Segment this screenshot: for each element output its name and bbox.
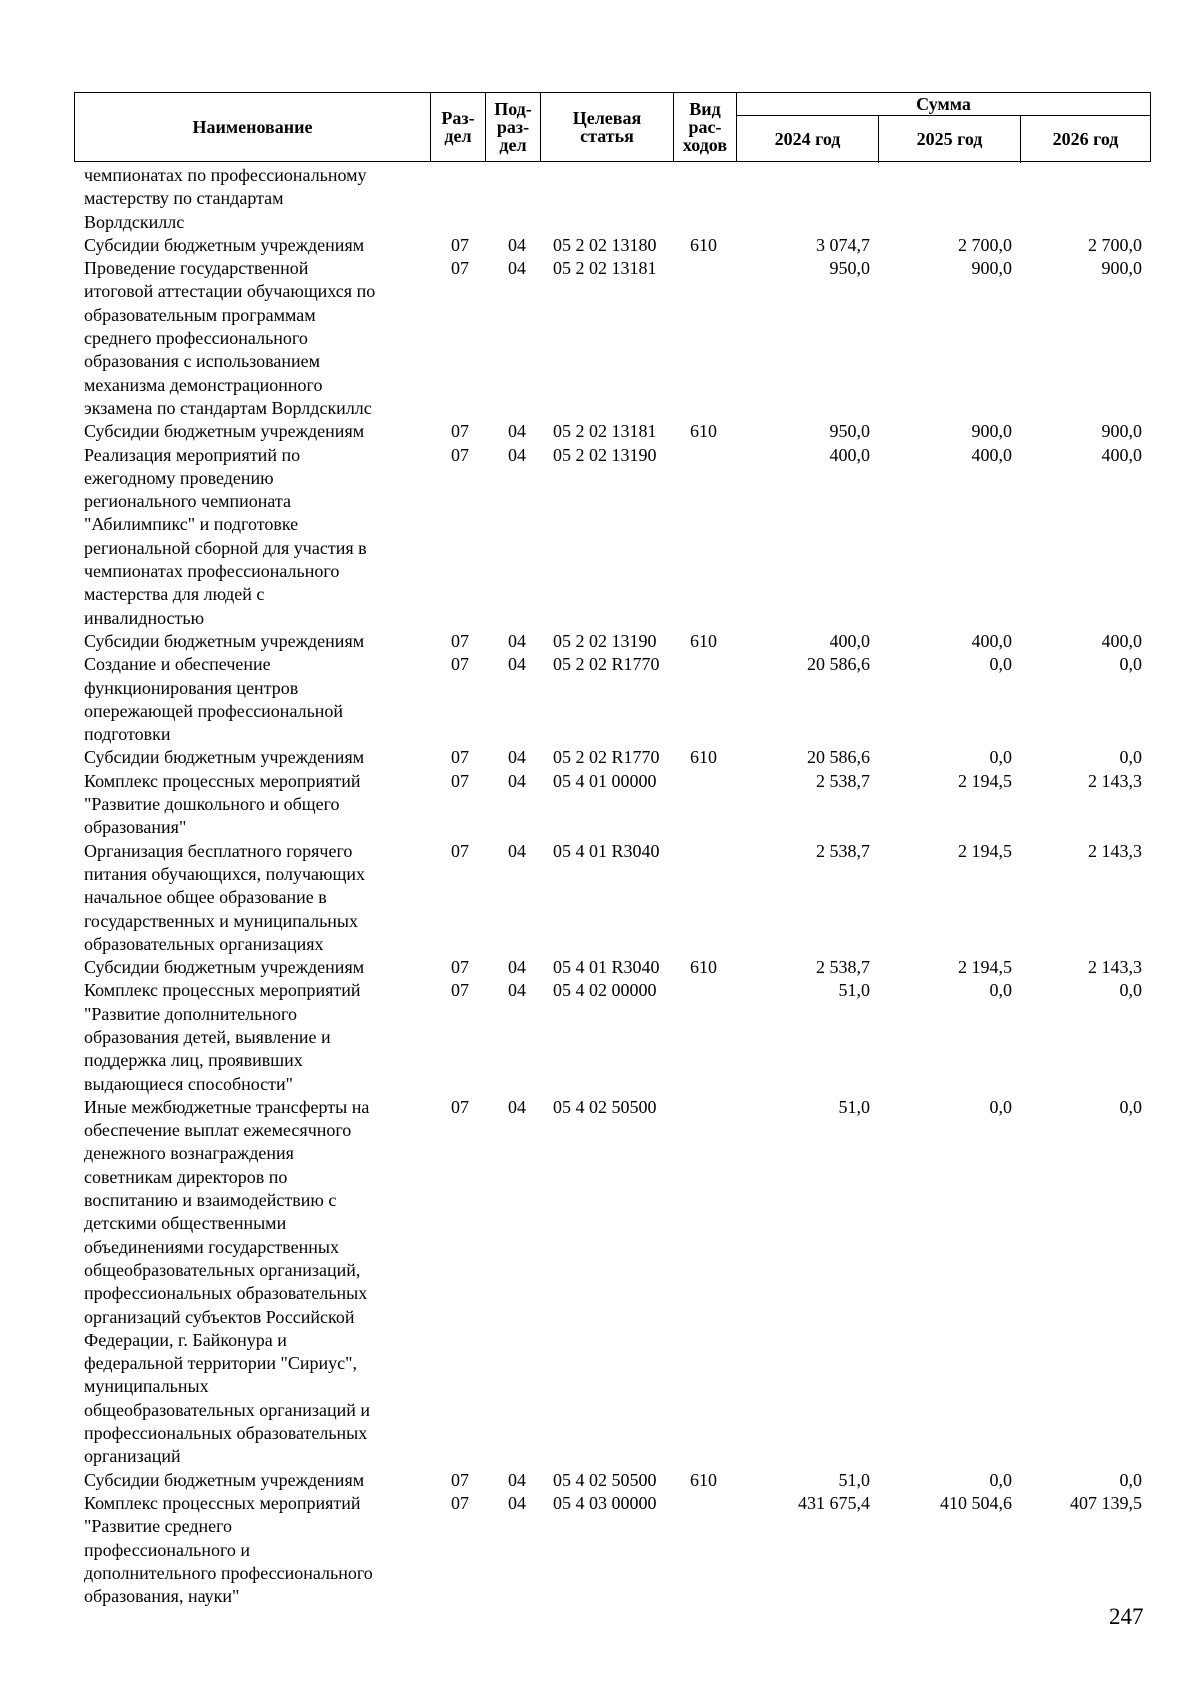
row-name-line: Субсидии бюджетным учреждениям [84,421,365,442]
row-name-line: механизма демонстрационного [84,374,323,395]
row-name [84,630,424,653]
row-name-line: Организация бесплатного горячего [84,840,353,861]
row-name-line: Субсидии бюджетным учреждениям [84,747,365,768]
row-name-line: подготовки [84,724,171,745]
row-sum-2024: 20 586,6 [807,747,870,768]
row-sum-2025: 0,0 [989,1469,1012,1490]
row-podrazdel: 04 [508,1492,526,1513]
table-row [0,956,1200,979]
row-vid: 610 [690,747,717,768]
table-row [0,164,1200,234]
row-sum-2025: 0,0 [989,980,1012,1001]
row-name [84,746,424,769]
header-statya: Целевая статья [541,93,674,161]
header-summa-label: Сумма [737,93,1150,116]
row-sum-2025: 0,0 [989,747,1012,768]
row-statya: 05 4 02 50500 [553,1469,657,1490]
row-sum-2024: 2 538,7 [816,840,870,861]
row-name-line: организаций субъектов Российской [84,1306,355,1327]
row-name-line: "Развитие дошкольного и общего [84,794,340,815]
row-name-line: денежного вознаграждения [84,1143,294,1164]
row-vid: 610 [690,421,717,442]
row-name-line: обеспечение выплат ежемесячного [84,1120,352,1141]
row-statya: 05 4 03 00000 [553,1492,657,1513]
row-name [84,420,424,443]
row-razdel: 07 [451,840,469,861]
row-name-line: профессионального и [84,1539,251,1560]
table-row [0,770,1200,840]
table-body [0,164,1200,1608]
row-name-line: опережающей профессиональной [84,700,344,721]
row-sum-2025: 900,0 [971,421,1012,442]
row-name-line: Федерации, г. Байконура и [84,1329,287,1350]
row-name-line: образования" [84,817,187,838]
table-header [74,92,1151,162]
row-sum-2024: 2 538,7 [816,957,870,978]
row-sum-2025: 2 194,5 [958,770,1012,791]
row-name [84,840,424,956]
row-name-line: федеральной территории "Сириус", [84,1353,358,1374]
row-sum-2025: 400,0 [971,630,1012,651]
row-sum-2026: 0,0 [1119,654,1142,675]
row-name-line: образования, науки" [84,1586,240,1607]
row-name-line: Субсидии бюджетным учреждениям [84,957,365,978]
row-statya: 05 2 02 13180 [553,234,657,255]
row-podrazdel: 04 [508,654,526,675]
row-name-line: советникам директоров по [84,1166,288,1187]
table-row [0,1492,1200,1608]
table-row [0,420,1200,443]
row-sum-2025: 0,0 [989,654,1012,675]
row-name-line: образования с использованием [84,351,321,372]
row-sum-2024: 400,0 [829,630,870,651]
row-name [84,1469,424,1492]
row-statya: 05 4 01 R3040 [553,840,660,861]
row-sum-2025: 900,0 [971,258,1012,279]
row-podrazdel: 04 [508,444,526,465]
table-row [0,840,1200,956]
row-name-line: организаций [84,1446,181,1467]
row-vid: 610 [690,1469,717,1490]
row-sum-2025: 2 700,0 [958,234,1012,255]
row-razdel: 07 [451,1469,469,1490]
row-statya: 05 4 02 50500 [553,1096,657,1117]
row-sum-2026: 400,0 [1101,444,1142,465]
row-sum-2025: 2 194,5 [958,840,1012,861]
row-sum-2024: 3 074,7 [816,234,870,255]
row-statya: 05 2 02 R1770 [553,654,660,675]
row-name-line: Комплекс процессных мероприятий [84,1492,361,1513]
row-podrazdel: 04 [508,747,526,768]
row-statya: 05 2 02 13190 [553,630,657,651]
row-sum-2025: 0,0 [989,1096,1012,1117]
row-sum-2024: 51,0 [838,980,870,1001]
row-podrazdel: 04 [508,957,526,978]
row-sum-2024: 51,0 [838,1096,870,1117]
row-razdel: 07 [451,444,469,465]
row-name-line: воспитанию и взаимодействию с [84,1190,337,1211]
row-name-line: Проведение государственной [84,258,309,279]
table-row [0,979,1200,1095]
row-name-line: объединениями государственных [84,1236,339,1257]
row-sum-2026: 900,0 [1101,258,1142,279]
row-name-line: ежегодному проведению [84,467,274,488]
row-razdel: 07 [451,421,469,442]
page-number: 247 [1109,1604,1144,1629]
row-name-line: "Развитие дополнительного [84,1003,297,1024]
row-name-line: образования детей, выявление и [84,1026,331,1047]
row-razdel: 07 [451,770,469,791]
row-razdel: 07 [451,747,469,768]
row-name-line: функционирования центров [84,677,299,698]
row-sum-2024: 51,0 [838,1469,870,1490]
table-row [0,630,1200,653]
row-name-line: Субсидии бюджетным учреждениям [84,234,365,255]
row-podrazdel: 04 [508,630,526,651]
row-sum-2026: 900,0 [1101,421,1142,442]
table-row [0,444,1200,630]
row-name-line: мастерству по стандартам [84,188,284,209]
row-name-line: питания обучающихся, получающих [84,863,365,884]
row-podrazdel: 04 [508,421,526,442]
header-vid: Вид рас- ходов [674,93,737,161]
row-razdel: 07 [451,258,469,279]
row-razdel: 07 [451,1096,469,1117]
row-sum-2025: 410 504,6 [940,1492,1012,1513]
row-razdel: 07 [451,630,469,651]
row-name-line: среднего профессионального [84,328,308,349]
row-podrazdel: 04 [508,840,526,861]
row-name [84,1096,424,1469]
row-name-line: профессиональных образовательных [84,1423,368,1444]
row-podrazdel: 04 [508,1096,526,1117]
row-name-line: образовательных организациях [84,933,324,954]
row-name-line: мастерства для людей с [84,584,265,605]
row-sum-2026: 2 143,3 [1088,840,1142,861]
row-name-line: профессиональных образовательных [84,1283,368,1304]
row-statya: 05 4 02 00000 [553,980,657,1001]
header-podrazdel: Под- раз- дел [486,93,541,161]
row-name [84,653,424,746]
row-name [84,1492,424,1608]
row-name-line: дополнительного профессионального [84,1562,373,1583]
row-razdel: 07 [451,980,469,1001]
row-sum-2026: 0,0 [1119,1469,1142,1490]
row-sum-2025: 2 194,5 [958,957,1012,978]
row-name-line: образовательным программам [84,304,316,325]
row-name-line: муниципальных [84,1376,209,1397]
row-name-line: Субсидии бюджетным учреждениям [84,1469,365,1490]
row-name-line: общеобразовательных организаций и [84,1399,370,1420]
row-name-line: итоговой аттестации обучающихся по [84,281,376,302]
row-vid: 610 [690,234,717,255]
row-name-line: общеобразовательных организаций, [84,1259,361,1280]
row-statya: 05 2 02 R1770 [553,747,660,768]
row-name-line: Комплекс процессных мероприятий [84,980,361,1001]
row-name-line: "Развитие среднего [84,1516,233,1537]
row-name-line: регионального чемпионата [84,491,291,512]
row-sum-2026: 2 700,0 [1088,234,1142,255]
row-name-line: Создание и обеспечение [84,654,271,675]
row-name [84,257,424,420]
table-row [0,746,1200,769]
row-sum-2024: 2 538,7 [816,770,870,791]
row-name [84,444,424,630]
row-name [84,770,424,840]
row-statya: 05 2 02 13181 [553,258,657,279]
header-razdel: Раз- дел [431,93,486,161]
row-name-line: чемпионатах профессионального [84,561,340,582]
table-row [0,1469,1200,1492]
row-statya: 05 2 02 13181 [553,421,657,442]
row-name [84,956,424,979]
row-name-line: экзамена по стандартам Ворлдскиллс [84,397,372,418]
table-row [0,653,1200,746]
row-razdel: 07 [451,234,469,255]
row-sum-2026: 0,0 [1119,747,1142,768]
row-sum-2026: 0,0 [1119,980,1142,1001]
row-razdel: 07 [451,957,469,978]
row-name-line: Субсидии бюджетным учреждениям [84,630,365,651]
row-name [84,164,424,234]
row-vid: 610 [690,630,717,651]
row-name-line: Ворлдскиллс [84,211,185,232]
row-sum-2026: 407 139,5 [1070,1492,1142,1513]
row-podrazdel: 04 [508,234,526,255]
row-name-line: чемпионатах по профессиональному [84,165,367,185]
row-name-line: "Абилимпикс" и подготовке [84,514,299,535]
row-name-line: региональной сборной для участия в [84,537,367,558]
row-sum-2024: 950,0 [829,421,870,442]
row-name [84,979,424,1095]
row-name-line: выдающиеся способности" [84,1073,294,1094]
row-sum-2026: 2 143,3 [1088,957,1142,978]
row-statya: 05 4 01 00000 [553,770,657,791]
header-year-2024: 2024 год [737,116,879,163]
row-podrazdel: 04 [508,258,526,279]
row-podrazdel: 04 [508,770,526,791]
row-name [84,234,424,257]
row-sum-2026: 2 143,3 [1088,770,1142,791]
row-sum-2024: 950,0 [829,258,870,279]
row-podrazdel: 04 [508,1469,526,1490]
row-sum-2026: 400,0 [1101,630,1142,651]
row-vid: 610 [690,957,717,978]
row-sum-2024: 400,0 [829,444,870,465]
row-name-line: Иные межбюджетные трансферты на [84,1096,370,1117]
header-summa [737,93,1150,161]
row-podrazdel: 04 [508,980,526,1001]
row-name-line: начальное общее образование в [84,887,327,908]
header-year-2025: 2025 год [879,116,1021,163]
table-row [0,234,1200,257]
row-name-line: Комплекс процессных мероприятий [84,770,361,791]
row-razdel: 07 [451,1492,469,1513]
row-sum-2024: 20 586,6 [807,654,870,675]
row-razdel: 07 [451,654,469,675]
header-year-2026: 2026 год [1052,129,1119,149]
row-statya: 05 4 01 R3040 [553,957,660,978]
header-name: Наименование [75,93,431,161]
row-name-line: Реализация мероприятий по [84,444,301,465]
row-name-line: государственных и муниципальных [84,910,358,931]
row-name-line: детскими общественными [84,1213,287,1234]
table-row [0,257,1200,420]
row-name-line: инвалидностью [84,607,205,628]
row-statya: 05 2 02 13190 [553,444,657,465]
row-sum-2024: 431 675,4 [798,1492,870,1513]
row-name-line: поддержка лиц, проявивших [84,1050,303,1071]
row-sum-2025: 400,0 [971,444,1012,465]
table-row [0,1096,1200,1469]
row-sum-2026: 0,0 [1119,1096,1142,1117]
